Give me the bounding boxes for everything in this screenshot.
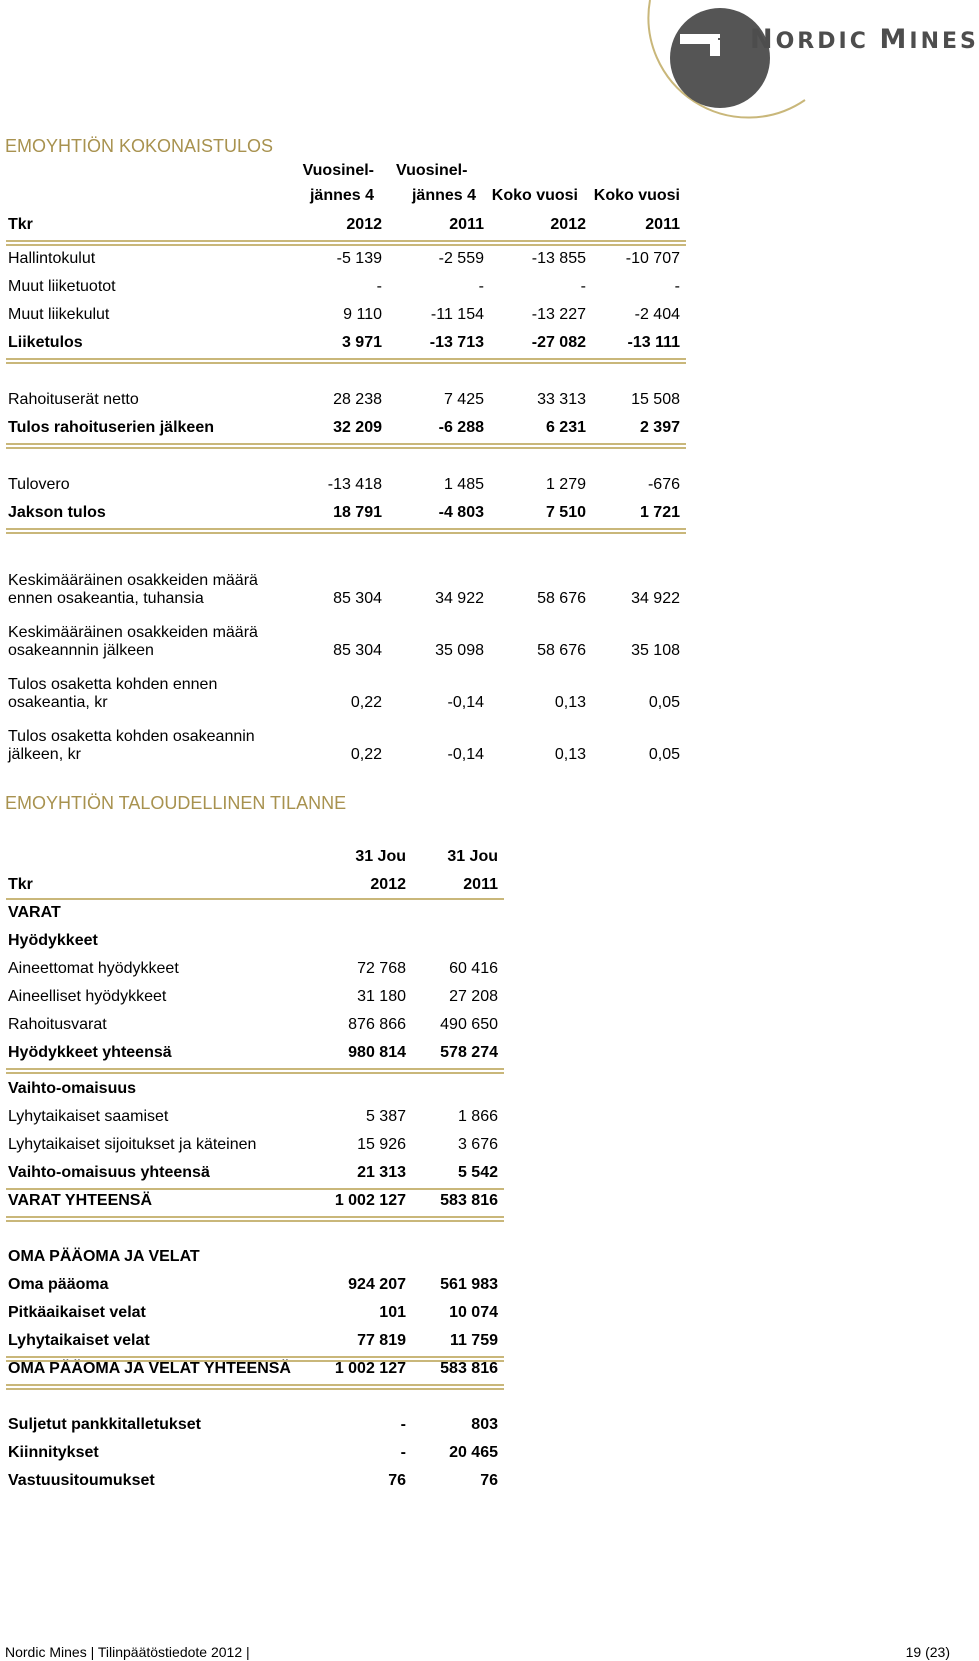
income-cell-col2: 35 098 [435, 642, 484, 659]
balance-cell-col2: 1 866 [457, 1108, 498, 1125]
balance-row-label: Lyhytaikaiset saamiset [8, 1108, 169, 1125]
balance-cell-col1: 77 819 [357, 1332, 406, 1349]
income-row-label-line1: Keskimääräinen osakkeiden määrä [8, 624, 258, 641]
balance-row-label: Pitkäaikaiset velat [8, 1304, 146, 1321]
balance-cell-col1: - [400, 1444, 406, 1461]
balance-cell-col2: 20 465 [449, 1444, 498, 1461]
income-header-row [8, 210, 680, 238]
balance-col2-header: 31 Jou [447, 848, 498, 865]
balance-table-row [8, 1466, 498, 1494]
income-cell-col2: -11 154 [430, 306, 484, 323]
income-row-label: Liiketulos [8, 334, 83, 351]
balance-cell-col2: 583 816 [440, 1192, 498, 1209]
balance-row-label: Aineettomat hyödykkeet [8, 960, 179, 977]
footer-page-number: 19 (23) [905, 1644, 950, 1660]
balance-section-title: EMOYHTIÖN TALOUDELLINEN TILANNE [5, 793, 347, 813]
income-cell-col3: 0,13 [554, 746, 586, 763]
balance-table-row [8, 1410, 498, 1438]
balance-table-row [8, 1326, 498, 1354]
income-total-rule [6, 358, 686, 364]
balance-row-label: Kiinnitykset [8, 1444, 99, 1461]
income-cell-col1: 28 238 [333, 391, 382, 408]
income-cell-col4: -13 111 [627, 334, 680, 351]
income-row-label-line1: Keskimääräinen osakkeiden määrä [8, 572, 258, 589]
balance-cell-col2: 11 759 [449, 1332, 498, 1349]
income-table-row [8, 498, 680, 526]
income-cell-col2: -0,14 [447, 694, 484, 711]
balance-cell-col2: 578 274 [440, 1044, 498, 1061]
balance-year-col1: 2012 [370, 876, 406, 893]
balance-unit-label: Tkr [8, 876, 33, 893]
balance-table-row [8, 1270, 498, 1298]
income-cell-col3: -13 855 [531, 250, 586, 267]
income-cell-col1: -13 418 [327, 476, 382, 493]
balance-table-row [8, 1130, 498, 1158]
balance-cell-col1: 72 768 [357, 960, 406, 977]
income-cell-col3: 58 676 [537, 590, 586, 607]
balance-cell-col2: 561 983 [440, 1276, 498, 1293]
balance-total-rule [6, 1384, 504, 1390]
income-table-row [8, 728, 680, 768]
income-col1-header-line2: jännes 4 [309, 187, 374, 204]
balance-row-label: VARAT [8, 904, 61, 921]
balance-row-label: Vaihto-omaisuus yhteensä [8, 1164, 210, 1181]
balance-table-row [8, 1242, 498, 1270]
income-row-label [8, 624, 258, 660]
income-cell-col1: 85 304 [333, 642, 382, 659]
income-col1-header-line1: Vuosinel- [302, 162, 374, 179]
balance-cell-col2: 60 416 [449, 960, 498, 977]
income-row-label: Muut liiketuotot [8, 278, 116, 295]
balance-col1-header: 31 Jou [355, 848, 406, 865]
income-row-label-line1: Tulos osaketta kohden osakeannin [8, 728, 255, 745]
income-table-row [8, 244, 680, 272]
income-cell-col4: 0,05 [648, 694, 680, 711]
income-table-row [8, 272, 680, 300]
balance-cell-col2: 490 650 [440, 1016, 498, 1033]
logo-wordmark [750, 24, 979, 55]
balance-row-label: Oma pääoma [8, 1276, 109, 1293]
income-cell-col2: - [478, 278, 484, 295]
balance-row-label: VARAT YHTEENSÄ [8, 1192, 153, 1209]
balance-cell-col2: 76 [480, 1472, 498, 1489]
balance-row-label: OMA PÄÄOMA JA VELAT YHTEENSÄ [8, 1360, 291, 1377]
income-total-rule [6, 443, 686, 449]
balance-table-row [8, 1158, 498, 1186]
balance-cell-col1: 980 814 [348, 1044, 406, 1061]
logo-word-ines: INES [909, 29, 979, 54]
income-cell-col4: 35 108 [631, 642, 680, 659]
income-cell-col2: 1 485 [443, 476, 484, 493]
income-cell-col1: 0,22 [350, 694, 382, 711]
balance-row-label: Vastuusitoumukset [8, 1472, 155, 1489]
income-year-col3: 2012 [550, 216, 586, 233]
income-cell-col4: -676 [647, 476, 680, 493]
balance-row-label: Aineelliset hyödykkeet [8, 988, 167, 1005]
income-year-col1: 2012 [346, 216, 382, 233]
income-cell-col4: 34 922 [631, 590, 680, 607]
income-cell-col1: 32 209 [333, 419, 382, 436]
income-table-row [8, 328, 680, 356]
income-row-label-line2: osakeantia, kr [8, 694, 108, 711]
income-cell-col4: -10 707 [625, 250, 680, 267]
balance-year-col2: 2011 [463, 876, 498, 893]
income-row-label [8, 572, 258, 608]
logo-letter-n: N [750, 24, 776, 55]
balance-row-label: Hyödykkeet yhteensä [8, 1044, 172, 1061]
balance-table-row [8, 1438, 498, 1466]
balance-table-row [8, 898, 498, 926]
balance-row-label: OMA PÄÄOMA JA VELAT [8, 1248, 200, 1265]
income-col2-header-line2: jännes 4 [411, 187, 476, 204]
income-table-row [8, 470, 680, 498]
income-unit-label: Tkr [8, 216, 33, 233]
income-table-row [8, 624, 680, 664]
balance-total-rule [6, 1216, 504, 1222]
income-year-col2: 2011 [449, 216, 484, 233]
income-cell-col3: 1 279 [545, 476, 586, 493]
balance-cell-col2: 10 074 [449, 1304, 498, 1321]
balance-cell-col2: 583 816 [440, 1360, 498, 1377]
balance-row-label: Rahoitusvarat [8, 1016, 107, 1033]
income-table-row [8, 572, 680, 612]
income-table-row [8, 413, 680, 441]
income-col4-header: Koko vuosi [593, 187, 680, 204]
income-cell-col3: - [580, 278, 586, 295]
balance-cell-col2: 803 [471, 1416, 498, 1433]
income-cell-col2: -2 559 [438, 250, 484, 267]
balance-cell-col1: 876 866 [348, 1016, 406, 1033]
income-cell-col1: 18 791 [333, 504, 382, 521]
income-cell-col1: 9 110 [343, 306, 382, 323]
income-col3-header: Koko vuosi [491, 187, 578, 204]
income-row-label: Tulos rahoituserien jälkeen [8, 419, 214, 436]
income-cell-col2: -13 713 [429, 334, 484, 351]
balance-cell-col2: 3 676 [457, 1136, 498, 1153]
income-cell-col3: -27 082 [531, 334, 586, 351]
income-table-row [8, 300, 680, 328]
balance-row-label: Hyödykkeet [8, 932, 98, 949]
balance-cell-col1: 924 207 [348, 1276, 406, 1293]
income-row-label [8, 728, 255, 764]
balance-table-row [8, 1298, 498, 1326]
income-row-label-line2: jälkeen, kr [8, 746, 81, 763]
income-cell-col1: -5 139 [336, 250, 382, 267]
balance-row-label: Lyhytaikaiset velat [8, 1332, 150, 1349]
logo-word-ordic: ORDIC [775, 29, 869, 54]
income-cell-col3: 7 510 [545, 504, 586, 521]
income-cell-col1: 0,22 [350, 746, 382, 763]
balance-table-row [8, 1186, 498, 1214]
balance-table-row [8, 926, 498, 954]
balance-cell-col1: 15 926 [357, 1136, 406, 1153]
nordic-mines-logo [640, 0, 960, 110]
income-row-label: Hallintokulut [8, 250, 96, 267]
income-section-title: EMOYHTIÖN KOKONAISTULOS [5, 136, 274, 156]
income-cell-col2: -4 803 [438, 504, 484, 521]
income-row-label-line1: Tulos osaketta kohden ennen [8, 676, 218, 693]
balance-cell-col1: 31 180 [357, 988, 406, 1005]
income-table-row [8, 385, 680, 413]
balance-header-row1 [8, 842, 498, 870]
income-cell-col2: -6 288 [438, 419, 484, 436]
balance-cell-col1: 5 387 [365, 1108, 406, 1125]
balance-cell-col1: - [400, 1416, 406, 1433]
income-cell-col2: 34 922 [435, 590, 484, 607]
income-table-row [8, 676, 680, 716]
balance-subtotal-rule [6, 1356, 504, 1362]
income-cell-col1: - [376, 278, 382, 295]
balance-table-row [8, 954, 498, 982]
income-cell-col4: 2 397 [639, 419, 680, 436]
balance-cell-col1: 1 002 127 [334, 1192, 406, 1209]
income-cell-col4: 1 721 [639, 504, 680, 521]
income-cell-col4: - [674, 278, 680, 295]
income-row-label-line2: osakeannnin jälkeen [8, 642, 154, 659]
income-cell-col3: 33 313 [537, 391, 586, 408]
balance-table-row [8, 1010, 498, 1038]
balance-cell-col2: 5 542 [457, 1164, 498, 1181]
balance-cell-col1: 21 313 [357, 1164, 406, 1181]
income-cell-col1: 3 971 [341, 334, 382, 351]
balance-table-row [8, 1102, 498, 1130]
balance-row-label: Vaihto-omaisuus [8, 1080, 137, 1097]
income-row-label [8, 676, 217, 712]
income-cell-col2: -0,14 [447, 746, 484, 763]
balance-row-label: Lyhytaikaiset sijoitukset ja käteinen [8, 1136, 257, 1153]
income-cell-col3: -13 227 [531, 306, 586, 323]
balance-table-row [8, 982, 498, 1010]
balance-cell-col2: 27 208 [449, 988, 498, 1005]
income-row-label: Muut liikekulut [8, 306, 110, 323]
income-cell-col2: 7 425 [443, 391, 484, 408]
income-cell-col1: 85 304 [333, 590, 382, 607]
balance-header-row2 [8, 870, 498, 898]
balance-cell-col1: 101 [379, 1304, 406, 1321]
balance-row-label: Suljetut pankkitalletukset [8, 1416, 201, 1433]
income-cell-col4: -2 404 [634, 306, 680, 323]
income-cell-col3: 58 676 [537, 642, 586, 659]
income-cell-col3: 6 231 [545, 419, 586, 436]
income-row-label: Tulovero [8, 476, 70, 493]
balance-table-row [8, 1038, 498, 1066]
balance-table-row [8, 1074, 498, 1102]
logo-letter-m: M [879, 24, 910, 55]
income-row-label: Jakson tulos [8, 504, 106, 521]
footer-document-title: Nordic Mines | Tilinpäätöstiedote 2012 | [5, 1644, 250, 1660]
income-year-col4: 2011 [645, 216, 680, 233]
income-cell-col3: 0,13 [554, 694, 586, 711]
balance-cell-col1: 1 002 127 [334, 1360, 406, 1377]
income-row-label: Rahoituserät netto [8, 391, 139, 408]
income-cell-col4: 0,05 [648, 746, 680, 763]
income-cell-col4: 15 508 [631, 391, 680, 408]
balance-cell-col1: 76 [388, 1472, 406, 1489]
income-row-label-line2: ennen osakeantia, tuhansia [8, 590, 204, 607]
income-total-rule [6, 528, 686, 534]
income-col2-header-line1: Vuosinel- [396, 162, 468, 179]
